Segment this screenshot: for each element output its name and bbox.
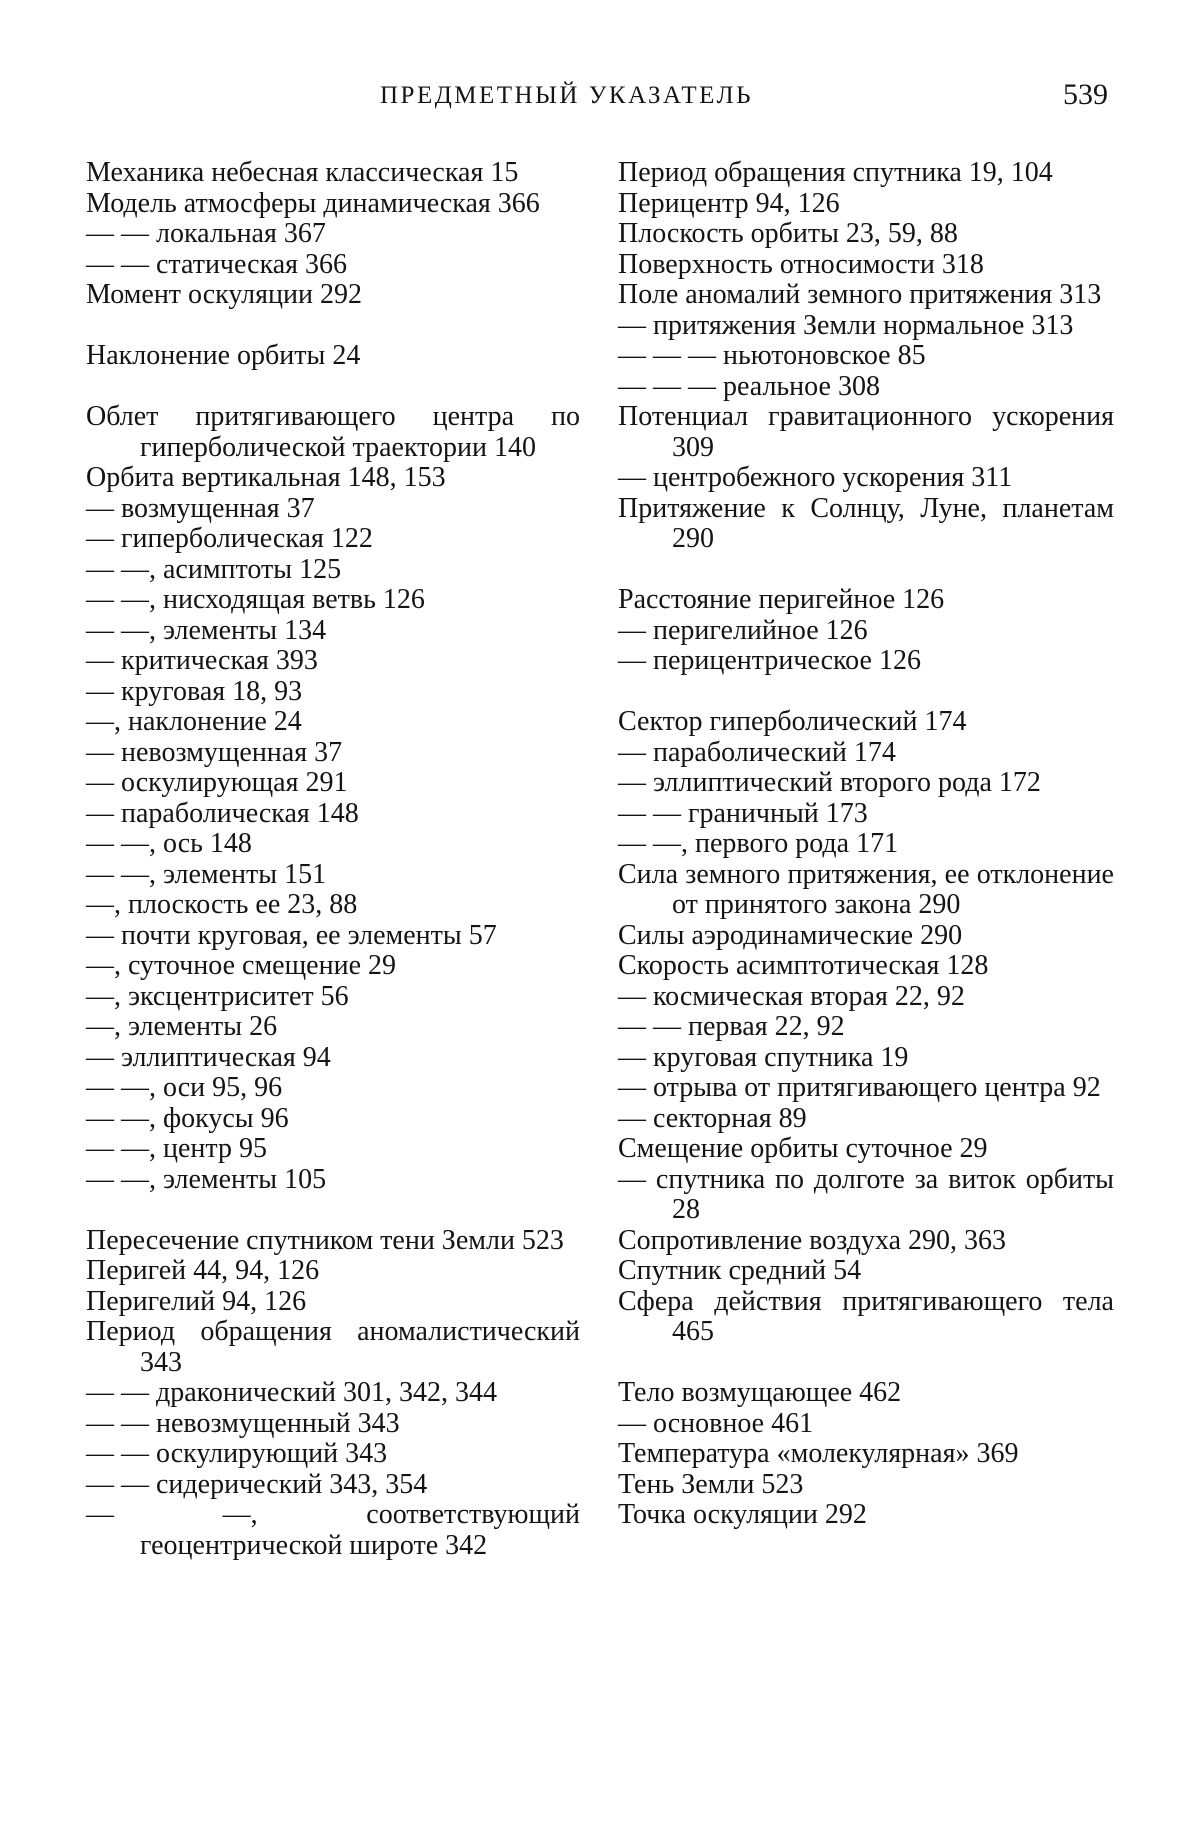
index-entry: Температура «молекулярная» 369 <box>618 1438 1019 1469</box>
index-entry: Модель атмосферы динамическая 366 <box>86 187 540 219</box>
index-entry: — —, первого рода 171 <box>618 828 899 859</box>
index-entry: Пересечение спутником тени Земли 523 <box>86 1224 564 1256</box>
index-entry: — основное 461 <box>618 1407 814 1439</box>
section-gap <box>86 372 580 403</box>
index-entry: Смещение орбиты суточное 29 <box>618 1133 988 1164</box>
index-entry: Сила земного притяжения, ее отклонение от принятого закона 290 <box>618 858 1114 920</box>
index-entry: — — локальная 367 <box>86 218 326 249</box>
index-entry: Поле аномалий земного притяжения 313 <box>618 279 1102 310</box>
index-entry: Скорость асимптотическая 128 <box>618 950 989 981</box>
index-entry: —, плоскость ее 23, 88 <box>86 889 358 920</box>
index-entry: — параболическая 148 <box>86 797 359 829</box>
index-entry: — круговая спутника 19 <box>618 1041 909 1073</box>
index-entry: Период обращения аномалистический 343 <box>86 1316 580 1378</box>
index-entry: — — статическая 366 <box>86 248 348 280</box>
index-entry: — перицентрическое 126 <box>618 645 921 676</box>
index-entry: Перигелий 94, 126 <box>86 1285 307 1317</box>
section-gap <box>618 1348 1114 1379</box>
index-entry: Перицентр 94, 126 <box>618 187 840 219</box>
index-entry: — —, ось 148 <box>86 828 252 859</box>
section-gap <box>618 677 1114 708</box>
index-column-right <box>618 158 1114 1531</box>
index-entry: Сопротивление воздуха 290, 363 <box>618 1224 1007 1256</box>
index-entry: Перигей 44, 94, 126 <box>86 1255 320 1286</box>
index-entry: — параболический 174 <box>618 736 896 768</box>
index-entry: — — первая 22, 92 <box>618 1011 845 1042</box>
index-entry: — — сидерический 343, 354 <box>86 1468 428 1500</box>
index-entry: Расстояние перигейное 126 <box>618 584 945 615</box>
section-gap <box>86 1195 580 1226</box>
index-entry: Облет притягивающего центра по гиперболической траектории 140 <box>86 401 580 463</box>
index-entry: — — драконический 301, 342, 344 <box>86 1377 498 1408</box>
index-entry: Тень Земли 523 <box>618 1468 804 1500</box>
index-entry: Поверхность относимости 318 <box>618 248 984 280</box>
index-entry: Плоскость орбиты 23, 59, 88 <box>618 218 958 249</box>
index-entry: Сфера действия притягивающего тела 465 <box>618 1285 1114 1347</box>
index-entry: — —, элементы 134 <box>86 614 327 646</box>
index-entry: —, суточное смещение 29 <box>86 950 396 981</box>
index-entry: Сектор гиперболический 174 <box>618 706 967 737</box>
index-entry: Период обращения спутника 19, 104 <box>618 157 1053 188</box>
index-entry: — —, фокусы 96 <box>86 1102 289 1134</box>
index-entry: — оскулирующая 291 <box>86 767 348 798</box>
index-entry: Орбита вертикальная 148, 153 <box>86 462 446 493</box>
index-entry: — —, оси 95, 96 <box>86 1072 283 1103</box>
index-entry: — перигелийное 126 <box>618 614 868 646</box>
index-entry: Потенциал гравитационного ускорения 309 <box>618 401 1114 463</box>
index-entry: Силы аэродинамические 290 <box>618 919 963 951</box>
index-entry: — —, нисходящая ветвь 126 <box>86 584 425 615</box>
index-entry: — отрыва от притягивающего центра 92 <box>618 1072 1101 1103</box>
index-entry: —, эксцентриситет 56 <box>86 980 349 1012</box>
index-entry: — возмущенная 37 <box>86 492 315 524</box>
index-entry: — гиперболическая 122 <box>86 523 373 554</box>
index-entry: —, элементы 26 <box>86 1011 278 1042</box>
index-entry: — — — реальное 308 <box>618 370 880 402</box>
section-gap <box>86 311 580 342</box>
index-entry: —, наклонение 24 <box>86 706 302 737</box>
index-entry: — спутника по долготе за виток орбиты 28 <box>618 1163 1114 1225</box>
index-entry: Тело возмущающее 462 <box>618 1377 902 1408</box>
index-entry: — —, соответствующий геоцентрической широте 342 <box>86 1499 580 1561</box>
index-entry: Притяжение к Солнцу, Луне, планетам 290 <box>618 492 1114 554</box>
index-entry: — —, асимптоты 125 <box>86 553 342 585</box>
index-entry: — эллиптическая 94 <box>86 1041 331 1073</box>
index-entry: — круговая 18, 93 <box>86 675 303 707</box>
index-entry: — — оскулирующий 343 <box>86 1438 388 1469</box>
index-entry: — секторная 89 <box>618 1102 807 1134</box>
page-number: 539 <box>1063 78 1108 111</box>
index-entry: — —, элементы 105 <box>86 1163 327 1195</box>
index-entry: — —, элементы 151 <box>86 858 327 890</box>
index-entry: Механика небесная классическая 15 <box>86 157 519 188</box>
index-entry: — невозмущенная 37 <box>86 736 343 768</box>
running-title: ПРЕДМЕТНЫЙ УКАЗАТЕЛЬ <box>380 82 753 109</box>
index-entry: — центробежного ускорения 311 <box>618 462 1013 493</box>
index-entry: — притяжения Земли нормальное 313 <box>618 309 1074 341</box>
index-entry: Точка оскуляции 292 <box>618 1499 867 1530</box>
index-entry: — эллиптический второго рода 172 <box>618 767 1041 798</box>
section-gap <box>618 555 1114 586</box>
index-entry: Момент оскуляции 292 <box>86 279 362 310</box>
index-entry: — — граничный 173 <box>618 797 868 829</box>
index-entry: Наклонение орбиты 24 <box>86 340 361 371</box>
index-entry: — критическая 393 <box>86 645 318 676</box>
index-entry: — —, центр 95 <box>86 1133 267 1164</box>
index-entry: — космическая вторая 22, 92 <box>618 980 965 1012</box>
index-entry: — — невозмущенный 343 <box>86 1407 400 1439</box>
index-column-left <box>86 158 580 1561</box>
index-entry: Спутник средний 54 <box>618 1255 862 1286</box>
index-entry: — почти круговая, ее элементы 57 <box>86 919 497 951</box>
index-entry: — — — ньютоновское 85 <box>618 340 926 371</box>
